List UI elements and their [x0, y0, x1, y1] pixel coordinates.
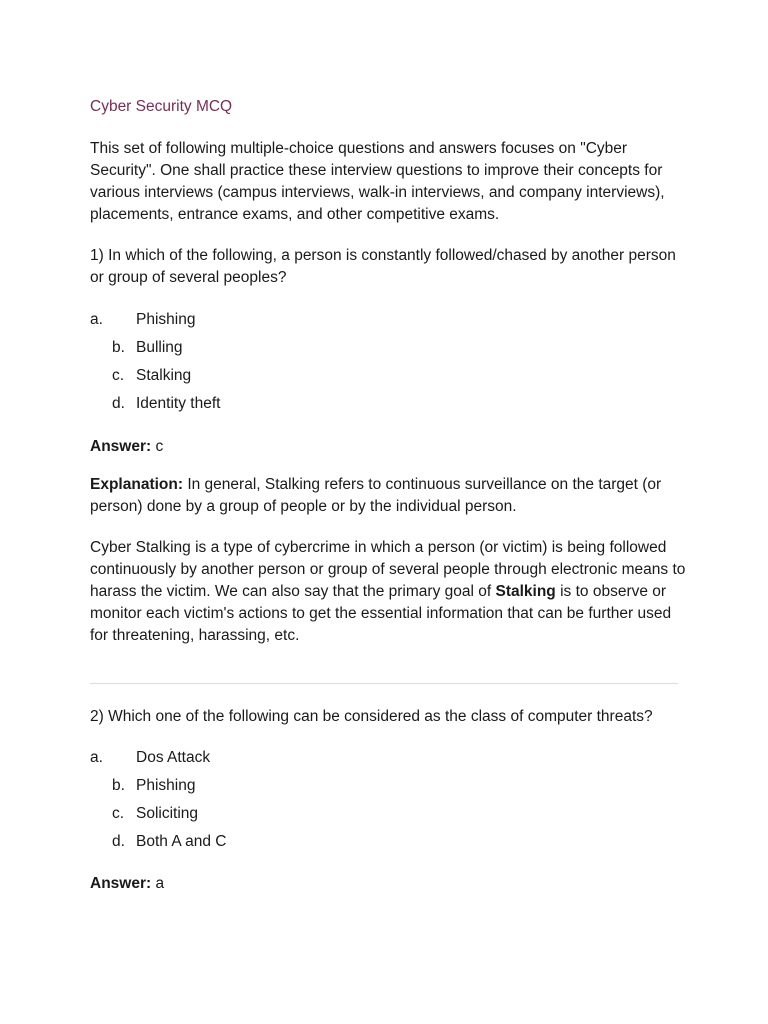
option-letter: a. [90, 311, 103, 328]
question-1-text: 1) In which of the following, a person is constantly followed/chased by another person or group of several peoples? [90, 247, 676, 286]
option-text: Phishing [136, 311, 196, 328]
option-text: Bulling [136, 339, 183, 356]
explanation-text: In general, Stalking refers to continuous surveillance on the target (or person) done by a group of people or by the individual person. [90, 476, 662, 515]
option-letter: c. [112, 367, 125, 384]
question-2-text: 2) Which one of the following can be considered as the class of computer threats? [90, 708, 653, 725]
question-1-answer [90, 436, 163, 458]
option-text: Both A and C [136, 833, 227, 850]
question-2-answer [90, 873, 164, 895]
answer-value: a [155, 875, 165, 892]
explanation-label: Explanation: [90, 476, 184, 493]
stalking-bold-term: Stalking [495, 583, 556, 600]
option-text: Dos Attack [136, 749, 211, 766]
option-letter: b. [112, 777, 125, 794]
answer-value: c [155, 438, 164, 455]
intro-paragraph: This set of following multiple-choice questions and answers focuses on "Cyber Security". One shall practice these interview questions to improve their concepts for various interviews (campus interviews, walk-in interviews, and company interviews), placements, entrance exams, and other competitive exams. [90, 140, 665, 223]
option-text: Soliciting [136, 805, 199, 822]
answer-label: Answer: [90, 875, 152, 892]
cyber-stalking-text-start: Cyber Stalking is a type of cybercrime in which a person (or victim) is being followed continuously by another person or group of several people through electronic means to harass the victim. We can also say that the primary goal of [90, 539, 686, 600]
option-letter: a. [90, 749, 103, 766]
option-letter: b. [112, 339, 125, 356]
cyber-stalking-paragraph [90, 537, 686, 647]
option-letter: d. [112, 833, 125, 850]
option-text: Identity theft [136, 395, 221, 412]
question-1-explanation [90, 474, 686, 518]
option-text: Stalking [136, 367, 192, 384]
option-letter: d. [112, 395, 125, 412]
cyber-stalking-text-end: is to observe or monitor each victim's actions to get the essential information that can be further used for threatening, harassing, etc. [90, 583, 672, 644]
section-divider [90, 683, 678, 684]
option-text: Phishing [136, 777, 196, 794]
answer-label: Answer: [90, 438, 152, 455]
option-letter: c. [112, 805, 125, 822]
document-title: Cyber Security MCQ [90, 98, 233, 115]
